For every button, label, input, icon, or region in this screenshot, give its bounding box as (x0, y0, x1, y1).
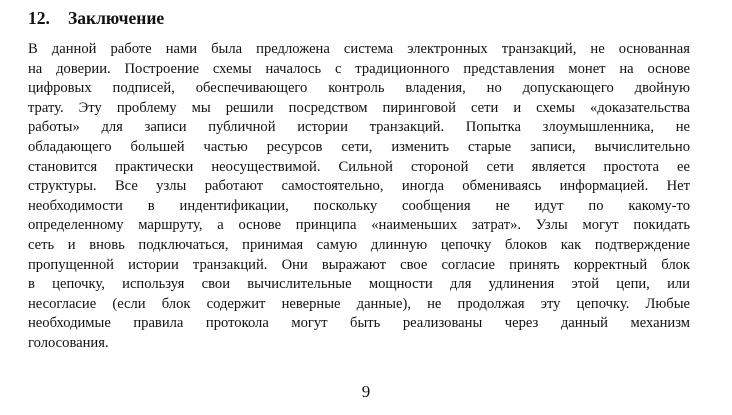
paragraph-line: несогласие (если блок содержит неверные данные), не продолжая эту цепочку. Любые (28, 295, 690, 312)
paragraph-line: становится практически неосуществимой. Сильной стороной сети является простота ее (28, 158, 690, 175)
page-number: 9 (361, 382, 371, 401)
paragraph-line: определенному маршруту, а основе принципа «наименьших затрат». Узлы могут покидать (28, 217, 690, 234)
paragraph-line: цифровых подписей, обеспечивающего контроль владения, но допускающего двойную (28, 80, 690, 97)
paragraph-line: пропущенной истории транзакций. Они выражают свое согласие принять корректный блок (28, 256, 690, 273)
paragraph-line: в цепочку, используя свои вычислительные мощности для удлинения этой цепи, или (28, 276, 690, 293)
paragraph-line: В данной работе нами была предложена система электронных транзакций, не основанная (28, 41, 690, 57)
section-heading (28, 7, 164, 29)
paragraph-line: трату. Эту проблему мы решили посредством пиринговой сети и схемы «доказательства (28, 99, 690, 116)
paragraph-line: работы» для записи публичной истории транзакций. Попытка злоумышленника, не (28, 119, 690, 136)
paragraph-line: необходимости в индентификации, поскольку сообщения не идут по какому-то (28, 197, 690, 214)
conclusion-paragraph (28, 40, 690, 354)
paragraph-line: обладающего большей частью ресурсов сети, изменить старые записи, вычислительно (28, 138, 690, 155)
paragraph-line: на доверии. Построение схемы началось с традиционного представления монет на основе (28, 60, 690, 77)
paragraph-line: структуры. Все узлы работают самостоятельно, иногда обмениваясь информацией. Нет (28, 178, 690, 195)
paragraph-line: сеть и вновь подключаться, принимая самую длинную цепочку блоков как подтверждение (28, 236, 690, 253)
paragraph-line: голосования. (28, 334, 109, 351)
section-title: Заключение (68, 8, 165, 28)
paragraph-line: необходимые правила протокола могут быть реализованы через данный механизм (28, 315, 690, 332)
section-number: 12. (28, 8, 50, 28)
